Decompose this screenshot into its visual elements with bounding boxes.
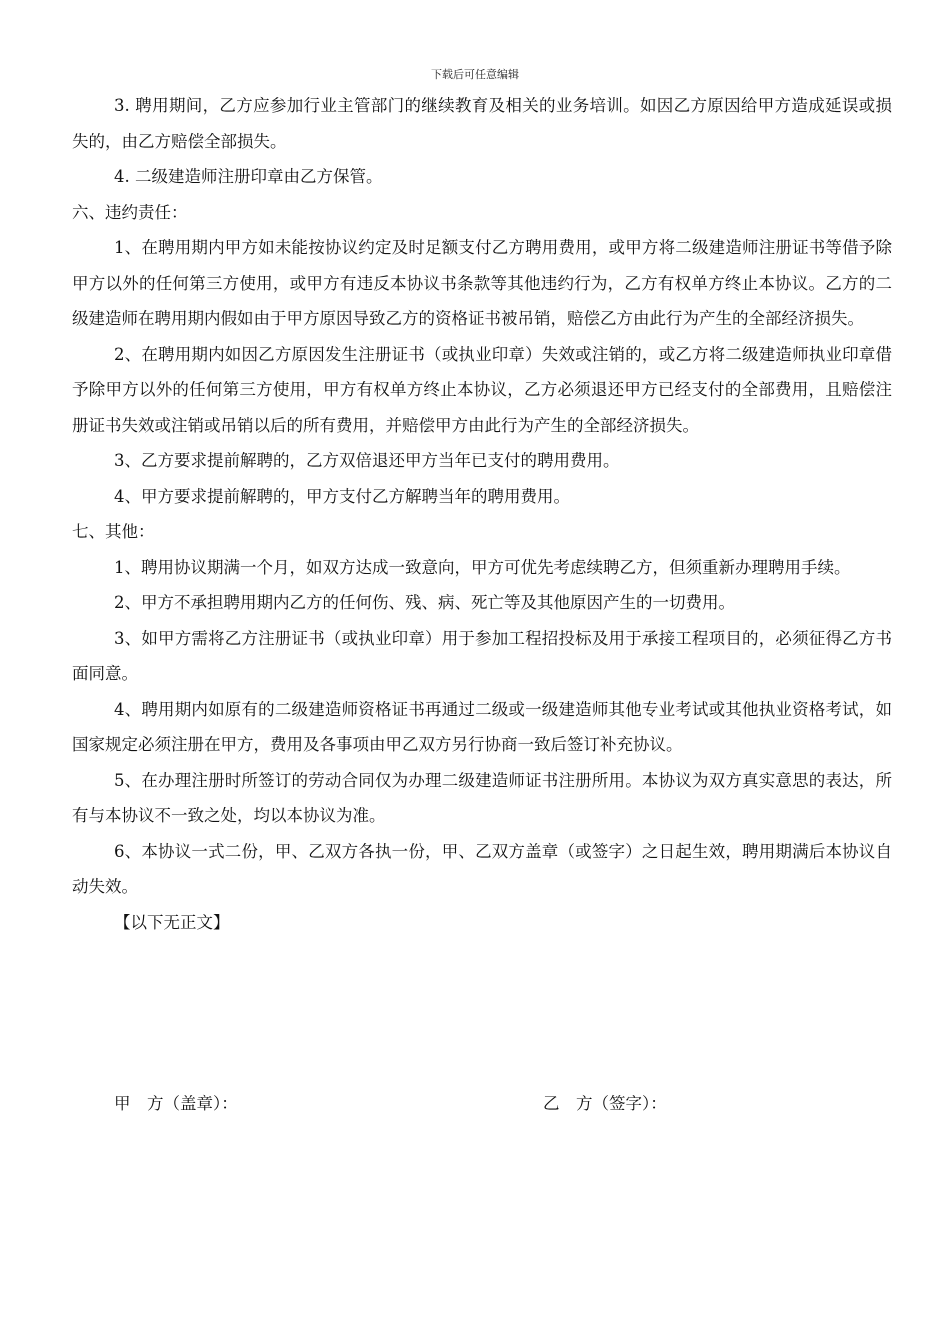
clause-7-3: 3、如甲方需将乙方注册证书（或执业印章）用于参加工程招投标及用于承接工程项目的，必须征得乙方书面同意。: [72, 628, 892, 683]
clause-6-4: 4、甲方要求提前解聘的，甲方支付乙方解聘当年的聘用费用。: [114, 486, 570, 506]
clause-7-6: 6、本协议一式二份，甲、乙双方各执一份，甲、乙双方盖章（或签字）之日起生效，聘用期满后本协议自动失效。: [72, 841, 892, 896]
clause-7-4: 4、聘用期内如原有的二级建造师资格证书再通过二级或一级建造师其他专业考试或其他执业资格考试，如国家规定必须注册在甲方，费用及各事项由甲乙双方另行协商一致后签订补充协议。: [72, 699, 892, 754]
page-header: 下载后可任意编辑: [431, 68, 519, 81]
clause-7-2: 2、甲方不承担聘用期内乙方的任何伤、残、病、死亡等及其他原因产生的一切费用。: [114, 593, 735, 612]
clause-7-5: 5、在办理注册时所签订的劳动合同仅为办理二级建造师证书注册所用。本协议为双方真实意思的表达，所有与本协议不一致之处，均以本协议为准。: [72, 770, 892, 825]
clause-6-2: 2、在聘用期内如因乙方原因发生注册证书（或执业印章）失效或注销的，或乙方将二级建造师执业印章借予除甲方以外的任何第三方使用，甲方有权单方终止本协议，乙方必须退还甲方已经支付的全部费用，且赔偿注册证书失效或注销或吊销以后的所有费用，并赔偿甲方由此行为产生的全部经济损失。: [72, 344, 892, 435]
clause-5-3: 3. 聘用期间，乙方应参加行业主管部门的继续教育及相关的业务培训。如因乙方原因给甲方造成延误或损失的，由乙方赔偿全部损失。: [72, 96, 892, 151]
clause-6-3: 3、乙方要求提前解聘的，乙方双倍退还甲方当年已支付的聘用费用。: [114, 451, 620, 470]
document-body: [72, 88, 892, 940]
clause-6-1: 1、在聘用期内甲方如未能按协议约定及时足额支付乙方聘用费用，或甲方将二级建造师注册证书等借予除甲方以外的任何第三方使用，或甲方有违反本协议书条款等其他违约行为，乙方有权单方终止本协议。乙方的二级建造师在聘用期内假如由于甲方原因导致乙方的资格证书被吊销，赔偿乙方由此行为产生的全部经济损失。: [72, 238, 892, 328]
section-heading-breach: 六、违约责任：: [72, 202, 188, 222]
clause-7-1: 1、聘用协议期满一个月，如双方达成一致意向，甲方可优先考虑续聘乙方，但须重新办理聘用手续。: [114, 557, 851, 577]
party-a-signature-label: 甲 方（盖章）：: [114, 1094, 238, 1113]
party-b-signature-label: 乙 方（签字）：: [543, 1094, 667, 1113]
clause-5-4: 4. 二级建造师注册印章由乙方保管。: [114, 167, 383, 186]
section-heading-other: 七、其他：: [72, 522, 155, 541]
end-of-text-note: 【以下无正文】: [114, 912, 230, 932]
